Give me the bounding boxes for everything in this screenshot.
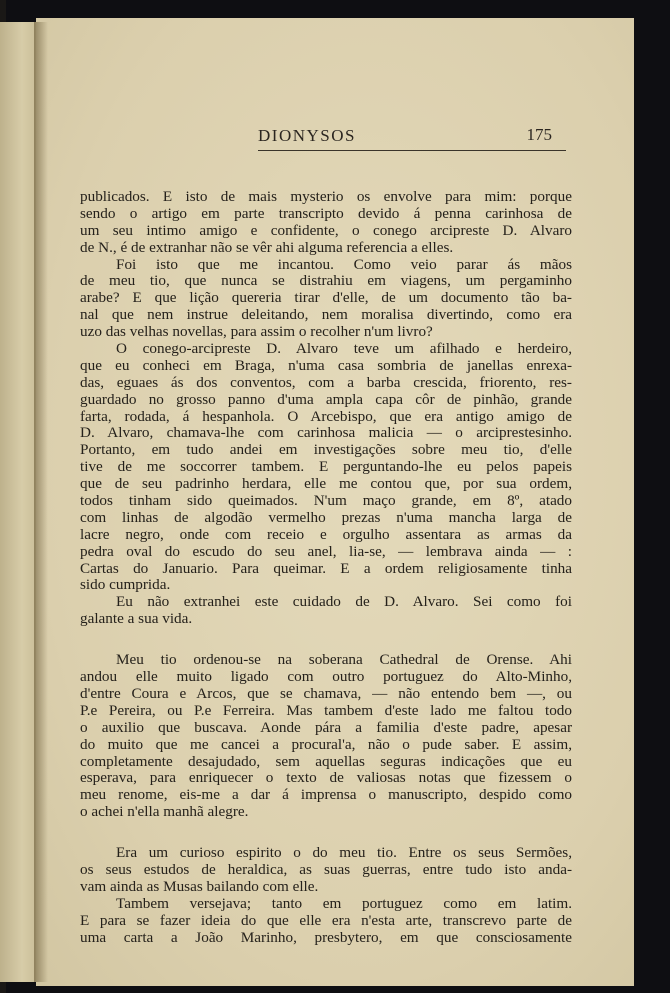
text-line: Portanto, em tudo andei em investigações sobre meu tio, d'elle: [80, 441, 572, 459]
text-line: com linhas de algodão vermelho prezas n'uma mancha larga de: [80, 508, 572, 526]
text-line: O conego-arcipreste D. Alvaro teve um afilhado e herdeiro,: [116, 340, 572, 358]
text-line: todos tinham sido queimados. N'um maço grande, em 8º, atado: [80, 492, 572, 510]
text-line: esperava, para enriquecer o texto de valiosas notas que fizessem o: [80, 769, 572, 787]
book-page: [36, 18, 634, 986]
text-line: de meu tio, que nunca se distrahiu em viagens, um pergaminho: [80, 272, 572, 290]
running-title: DIONYSOS: [258, 126, 356, 145]
paragraph: [80, 189, 572, 257]
text-line: que eu conheci em Braga, n'uma casa sombria de janellas enrexa-: [80, 356, 572, 374]
text-line: vam ainda as Musas bailando com elle.: [80, 877, 319, 895]
running-header: [258, 110, 566, 151]
text-line: Era um curioso espirito o do meu tio. Entre os seus Sermões,: [116, 844, 572, 862]
text-line: publicados. E isto de mais mysterio os envolve para mim: porque: [80, 188, 572, 205]
text-line: Foi isto que me incantou. Como veio parar ás mãos: [116, 255, 572, 273]
text-line: o auxilio que buscava. Aonde pára a familia d'este padre, apesar: [80, 718, 572, 736]
paragraph: [80, 652, 572, 821]
text-line: farta, rodada, á hespanhola. O Arcebispo, que era antigo amigo de: [80, 407, 572, 425]
paragraph: [80, 341, 572, 594]
text-line: de N., é de extranhar não se vêr ahi alguma referencia a elles.: [80, 238, 454, 256]
text-line: d'entre Coura e Arcos, que se chamava, — não entendo bem —, ou: [80, 684, 572, 702]
paragraph: [80, 594, 572, 628]
text-line: o achei n'ella manhã alegre.: [80, 803, 249, 821]
text-line: os seus estudos de heraldica, as suas guerras, entre tudo isto anda-: [80, 860, 572, 878]
text-line: P.e Pereira, ou P.e Ferreira. Mas tambem d'este lado me faltou todo: [80, 701, 572, 719]
text-line: galante a sua vida.: [80, 610, 193, 628]
text-line: Meu tio ordenou-se na soberana Cathedral de Orense. Ahi: [116, 651, 572, 669]
text-line: que de seu padrinho herdara, elle me contou que, por sua ordem,: [80, 475, 572, 493]
text-line: andou elle muito ligado com outro portuguez do Alto-Minho,: [80, 668, 572, 686]
body-text: [80, 189, 572, 946]
text-line: pedra oval do escudo do seu anel, lia-se, — lembrava ainda — :: [80, 542, 572, 560]
text-line: E para se fazer ideia do que elle era n'esta arte, transcrevo parte de: [80, 911, 572, 929]
text-line: nal que nem instrue deleitando, nem moralisa divertindo, como era: [80, 306, 572, 324]
text-line: D. Alvaro, chamava-lhe com carinhosa malicia — o arciprestesinho.: [80, 424, 572, 442]
text-line: uzo das velhas novellas, para assim o recolher n'um livro?: [80, 323, 433, 341]
text-line: do muito que me cancei a procural'a, não o pude saber. E assim,: [80, 735, 572, 753]
text-line: Eu não extranhei este cuidado de D. Alvaro. Sei como foi: [116, 593, 572, 611]
page-number: 175: [526, 125, 552, 144]
text-line: guardado no grosso panno d'uma ampla capa côr de pinhão, grande: [80, 390, 572, 408]
text-line: tive de me soccorrer tambem. E perguntando-lhe eu pelos papeis: [80, 458, 572, 476]
text-line: Tambem versejava; tanto em portuguez como em latim.: [116, 894, 572, 912]
text-line: das, eguaes ás dos conventos, com a barba crescida, friorento, res-: [80, 373, 572, 391]
paragraph: [80, 257, 572, 341]
text-line: sendo o artigo em parte transcripto devido á penna carinhosa de: [80, 204, 572, 222]
paragraph: [80, 896, 572, 947]
paragraph: [80, 845, 572, 896]
text-line: um seu intimo amigo e confidente, o conego arcipreste D. Alvaro: [80, 221, 572, 239]
text-line: completamente desajudado, sem aquellas seguras indicações que eu: [80, 752, 572, 770]
text-line: meu renome, eis-me a dar á imprensa o manuscripto, despido como: [80, 786, 572, 804]
text-line: arabe? E que lição quereria tirar d'elle, de um documento tão ba-: [80, 289, 572, 307]
text-line: sido cumprida.: [80, 576, 171, 594]
spine-shadow: [34, 22, 48, 982]
text-line: lacre negro, onde com receio e orgulho assentara as armas da: [80, 525, 572, 543]
text-line: Cartas do Januario. Para queimar. E a ordem religiosamente tinha: [80, 559, 572, 577]
text-line: uma carta a João Marinho, presbytero, em que consciosamente: [80, 928, 572, 946]
